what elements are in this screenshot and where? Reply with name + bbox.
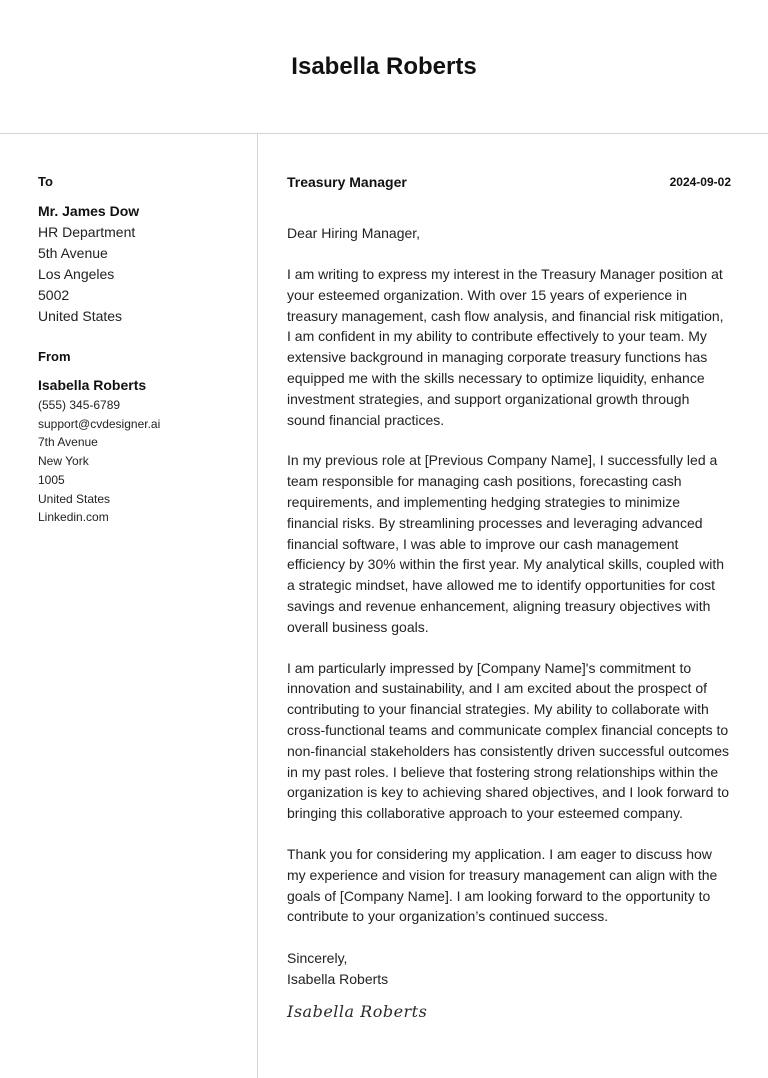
recipient-name: Mr. James Dow	[38, 203, 140, 219]
recipient-department: HR Department	[38, 224, 136, 240]
recipient-zip: 5002	[38, 287, 70, 303]
sender-city: New York	[38, 454, 89, 469]
from-label: From	[38, 349, 71, 364]
salutation: Dear Hiring Manager,	[287, 225, 421, 241]
closing-name: Isabella Roberts	[287, 971, 389, 988]
recipient-block	[38, 201, 248, 327]
letter-header	[0, 0, 768, 134]
paragraph-4: Thank you for considering my application. I am eager to discuss how my experience and vision for treasury management can align with the goals of [Company Name]. I am looking forward to the opportunity to contribute to your organization’s continued success.	[287, 845, 718, 925]
applicant-name: Isabella Roberts	[291, 53, 477, 80]
paragraph-2: In my previous role at [Previous Company Name], I successfully led a team responsible for managing cash positions, forecasting cash requirements, and implementing hedging strategies to minimize financial risks. By streamlining processes and leveraging advanced financial software, I was able to improve our cash management efficiency by 30% within the first year. My analytical skills, coupled with a strategic mindset, have allowed me to identify opportunities for cost savings and revenue enhancement, aligning treasury objectives with overall business goals.	[287, 452, 725, 635]
closing-phrase: Sincerely,	[287, 950, 348, 967]
sender-phone: (555) 345-6789	[38, 398, 121, 412]
sender-website: Linkedin.com	[38, 510, 109, 525]
recipient-street: 5th Avenue	[38, 245, 108, 261]
paragraph-3: I am particularly impressed by [Company Name]'s commitment to innovation and sustainability, and I am excited about the prospect of contributing to your financial strategies. My ability to collaborate with cross-functional teams and communicate complex financial concepts to non-financial stakeholders has consistently driven successful outcomes in my past roles. I believe that fostering strong relationships within the organization is key to achieving shared objectives, and I look forward to bringing this collaborative approach to your esteemed company.	[287, 659, 730, 822]
sender-country: United States	[38, 491, 111, 506]
contact-sidebar	[38, 172, 248, 527]
recipient-country: United States	[38, 308, 123, 324]
recipient-city: Los Angeles	[38, 266, 115, 282]
letter-date: 2024-09-02	[669, 175, 731, 189]
signature: Isabella Roberts	[287, 1002, 428, 1022]
closing	[287, 948, 731, 990]
letter-meta	[287, 172, 731, 192]
sender-name: Isabella Roberts	[38, 377, 147, 393]
paragraph-1: I am writing to express my interest in the Treasury Manager position at your esteemed organization. With over 15 years of experience in treasury management, cash flow analysis, and financial risk mitigation, I am confident in my ability to contribute effectively to your team. My extensive background in managing corporate treasury functions has equipped me with the skills necessary to optimize liquidity, enhance investment strategies, and support organizational growth through sound financial practices.	[287, 266, 724, 428]
sender-email: support@cvdesigner.ai	[38, 416, 161, 431]
sender-street: 7th Avenue	[38, 435, 98, 450]
column-divider	[257, 134, 258, 1078]
sender-zip: 1005	[38, 472, 65, 487]
sender-block	[38, 375, 248, 527]
to-label: To	[38, 174, 53, 189]
job-title: Treasury Manager	[287, 174, 407, 190]
letter-body	[287, 172, 731, 1024]
